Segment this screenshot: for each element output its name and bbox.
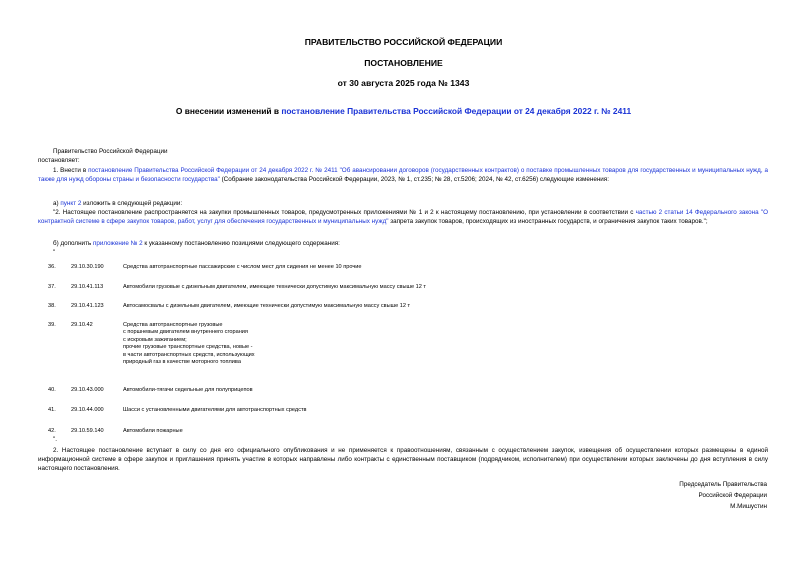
quote-part-2: запрета закупок товаров, происходящих из иностранных государств, и ограничения закупок таких товаров."; <box>388 218 708 225</box>
table-row-description: Средства автотранспортные пассажирские с числом мест для сидения не менее 10 прочие <box>123 264 362 270</box>
intro-line-1: Правительство Российской Федерации <box>53 148 168 155</box>
p1-prefix: 1. Внести в <box>53 167 89 174</box>
close-quote: ". <box>53 436 57 443</box>
table-row-number: 41. <box>48 407 56 413</box>
table-row-code: 29.10.41.123 <box>71 303 104 309</box>
pa-link[interactable]: пункт 2 <box>60 200 82 207</box>
paragraph-a <box>53 199 182 208</box>
table-row-code: 29.10.43.000 <box>71 387 104 393</box>
table-row-description: в части автотранспортных средств, использующих <box>123 351 255 358</box>
table-row-number: 38. <box>48 303 56 309</box>
paragraph-1 <box>38 166 768 184</box>
quote-link[interactable]: частью 2 статьи 14 Федерального закона "О контрактной системе в сфере закупок товаров, работ, услуг для обеспечения государственных и муниципальных нужд" <box>38 209 768 225</box>
table-row-number: 37. <box>48 284 56 290</box>
title-prefix: О внесении изменений в <box>175 106 282 116</box>
table-row-description: Шасси с установленными двигателями для автотранспортных средств <box>123 407 307 413</box>
table-row-description: Автосамосвалы с дизельным двигателем, имеющие технически допустимую максимальную массу свыше 12 т <box>123 303 411 309</box>
table-row-number: 36. <box>48 264 56 270</box>
pb-prefix: б) дополнить <box>53 240 93 247</box>
title-link[interactable]: постановление Правительства Российской Федерации от 24 декабря 2022 г. № 2411 <box>281 106 632 116</box>
table-row-description: Автомобили грузовые с дизельным двигателем, имеющие технически допустимую максимальную массу свыше 12 т <box>123 284 426 290</box>
pa-suffix: изложить в следующей редакции: <box>81 200 183 207</box>
date-number: от 30 августа 2025 года № 1343 <box>337 78 470 88</box>
quote-part-1: "2. Настоящее постановление распространяется на закупки промышленных товаров, предусмотренных приложениями № 1 и 2 к настоящему постановлению, при установлении в соответствии с <box>53 209 636 216</box>
pb-link[interactable]: приложение № 2 <box>93 240 143 247</box>
table-row-number: 40. <box>48 387 56 393</box>
table-row-description: прочие грузовые транспортные средства, новые - <box>123 344 253 351</box>
open-quote: " <box>53 249 56 256</box>
pa-prefix: а) <box>53 200 61 207</box>
intro-line-2: постановляет: <box>38 157 80 164</box>
table-row-description: с поршневым двигателем внутреннего сгорания <box>123 329 248 336</box>
table-row-description: Автомобили пожарные <box>123 428 183 434</box>
document-type: ПОСТАНОВЛЕНИЕ <box>364 58 443 68</box>
signature-country: Российской Федерации <box>698 492 767 499</box>
table-row-description: Автомобили-тягачи седельные для полуприцепов <box>123 387 253 393</box>
quoted-paragraph <box>38 208 768 226</box>
table-row-code: 29.10.59.140 <box>71 428 104 434</box>
table-row-description: Средства автотранспортные грузовые <box>123 322 223 328</box>
table-row-description: с искровым зажиганием; <box>123 336 187 343</box>
signature-title: Председатель Правительства <box>679 481 767 488</box>
paragraph-b <box>53 239 340 248</box>
table-row-number: 39. <box>48 322 56 328</box>
p1-suffix: (Собрание законодательства Российской Федерации, 2023, № 1, ст.235; № 28, ст.5206; 2024, № 42, ст.6256) следующие изменения: <box>219 176 609 183</box>
table-row-code: 29.10.30.190 <box>71 264 104 270</box>
government-heading: ПРАВИТЕЛЬСТВО РОССИЙСКОЙ ФЕДЕРАЦИИ <box>304 37 503 47</box>
table-row-description: природный газ в качестве моторного топлива <box>123 359 241 365</box>
pb-suffix: к указанному постановлению позициями следующего содержания: <box>142 240 340 247</box>
document-title <box>0 106 807 116</box>
table-row-code: 29.10.41.113 <box>71 284 104 290</box>
p1-link[interactable]: постановление Правительства Российской Федерации от 24 декабря 2022 г. № 2411 "Об авансировании договоров (государственных контрактов) о поставке промышленных товаров для государственных и муниципальных нужд, а также для нужд обороны страны и безопасности государства" <box>38 167 768 183</box>
table-row-number: 42. <box>48 428 56 434</box>
signature-name: М.Мишустин <box>730 503 767 510</box>
table-row-code: 29.10.42 <box>71 322 93 328</box>
table-row-code: 29.10.44.000 <box>71 407 104 413</box>
paragraph-2: 2. Настоящее постановление вступает в силу со дня его официального опубликования и не применяется к правоотношениям, связанным с осуществлением закупок, извещения об осуществлении которых размещены в единой информационной системе в сфере закупок и приглашения принять участие в которых направлены либо контракты с единственным поставщиком (подрядчиком, исполнителем) при осуществлении которых заключены до дня вступления в силу настоящего постановления. <box>38 447 768 472</box>
